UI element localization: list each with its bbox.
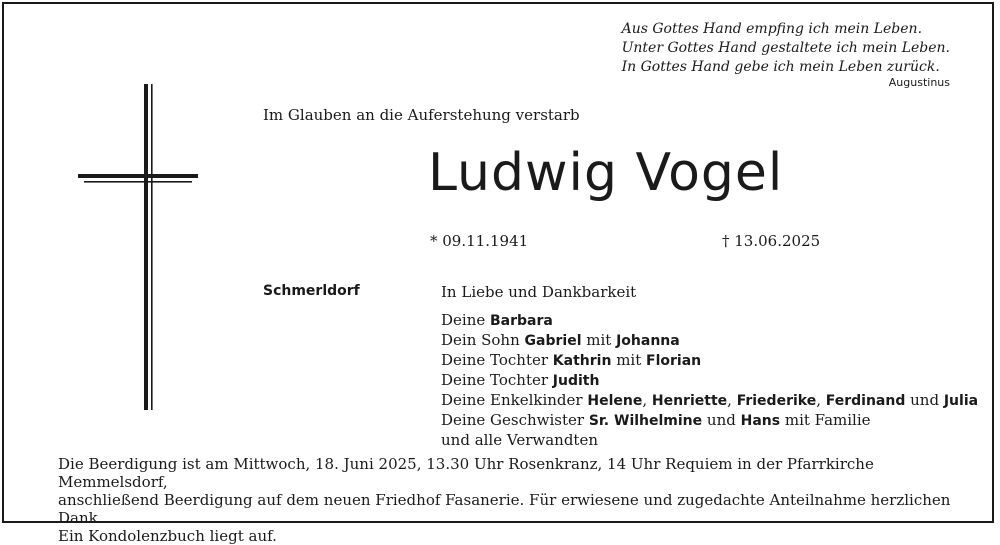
family-member-name: Barbara xyxy=(490,313,553,329)
family-heading: In Liebe und Dankbarkeit xyxy=(441,283,637,301)
family-relation: mit xyxy=(581,331,617,349)
family-member-name: Ferdinand xyxy=(825,393,906,409)
family-relation: Deine Tochter xyxy=(441,371,553,389)
family-relation: mit Familie xyxy=(780,411,871,429)
family-member-name: Helene xyxy=(587,393,643,409)
family-relation: Deine Geschwister xyxy=(441,411,589,429)
quote-line: In Gottes Hand gebe ich mein Leben zurück. xyxy=(621,59,940,75)
family-member-name: Kathrin xyxy=(552,353,612,369)
family-member-name: Julia xyxy=(943,393,979,409)
family-relation: Deine Enkelkinder xyxy=(441,391,588,409)
family-line xyxy=(441,391,978,411)
family-line xyxy=(441,371,978,391)
family-relation: und alle Verwandten xyxy=(441,431,598,449)
funeral-line: anschließend Beerdigung auf dem neuen Friedhof Fasanerie. Für erwiesene und zugedachte Anteilnahme herzlichen Dank. xyxy=(58,491,951,527)
quote-block xyxy=(622,20,950,77)
place-name: Schmerldorf xyxy=(263,283,360,299)
cross-icon xyxy=(78,84,198,418)
quote-line: Aus Gottes Hand empfing ich mein Leben. xyxy=(621,21,923,37)
family-member-name: Judith xyxy=(552,373,600,389)
family-line xyxy=(441,351,978,371)
family-relation: und xyxy=(702,411,741,429)
birth-date: * 09.11.1941 xyxy=(430,232,529,250)
quote-author: Augustinus xyxy=(888,76,950,89)
death-date: † 13.06.2025 xyxy=(722,232,821,250)
family-member-name: Sr. Wilhelmine xyxy=(588,413,703,429)
family-relation: Dein Sohn xyxy=(441,331,525,349)
family-line xyxy=(441,331,978,351)
family-relation: Deine xyxy=(441,311,491,329)
family-member-name: Friederike xyxy=(736,393,817,409)
family-lines xyxy=(441,311,978,450)
family-member-name: Florian xyxy=(646,353,702,369)
family-line xyxy=(441,411,978,431)
family-member-name: Gabriel xyxy=(524,333,582,349)
quote-line: Unter Gottes Hand gestaltete ich mein Leben. xyxy=(621,40,950,56)
family-relation: , xyxy=(816,391,826,409)
family-line xyxy=(441,311,978,331)
family-relation: und xyxy=(905,391,944,409)
family-member-name: Henriette xyxy=(651,393,728,409)
funeral-line: Ein Kondolenzbuch liegt auf. xyxy=(58,527,277,545)
intro-text: Im Glauben an die Auferstehung verstarb xyxy=(263,106,580,124)
family-relation: mit xyxy=(611,351,647,369)
deceased-name: Ludwig Vogel xyxy=(428,143,784,203)
family-line xyxy=(441,431,978,450)
family-relation: , xyxy=(727,391,737,409)
family-relation: , xyxy=(642,391,652,409)
family-relation: Deine Tochter xyxy=(441,351,553,369)
family-member-name: Hans xyxy=(740,413,781,429)
funeral-line: Die Beerdigung ist am Mittwoch, 18. Juni 2025, 13.30 Uhr Rosenkranz, 14 Uhr Requiem in der Pfarrkirche Memmelsdorf, xyxy=(58,455,874,491)
family-member-name: Johanna xyxy=(616,333,680,349)
family-block xyxy=(441,283,978,450)
funeral-info xyxy=(58,455,958,545)
